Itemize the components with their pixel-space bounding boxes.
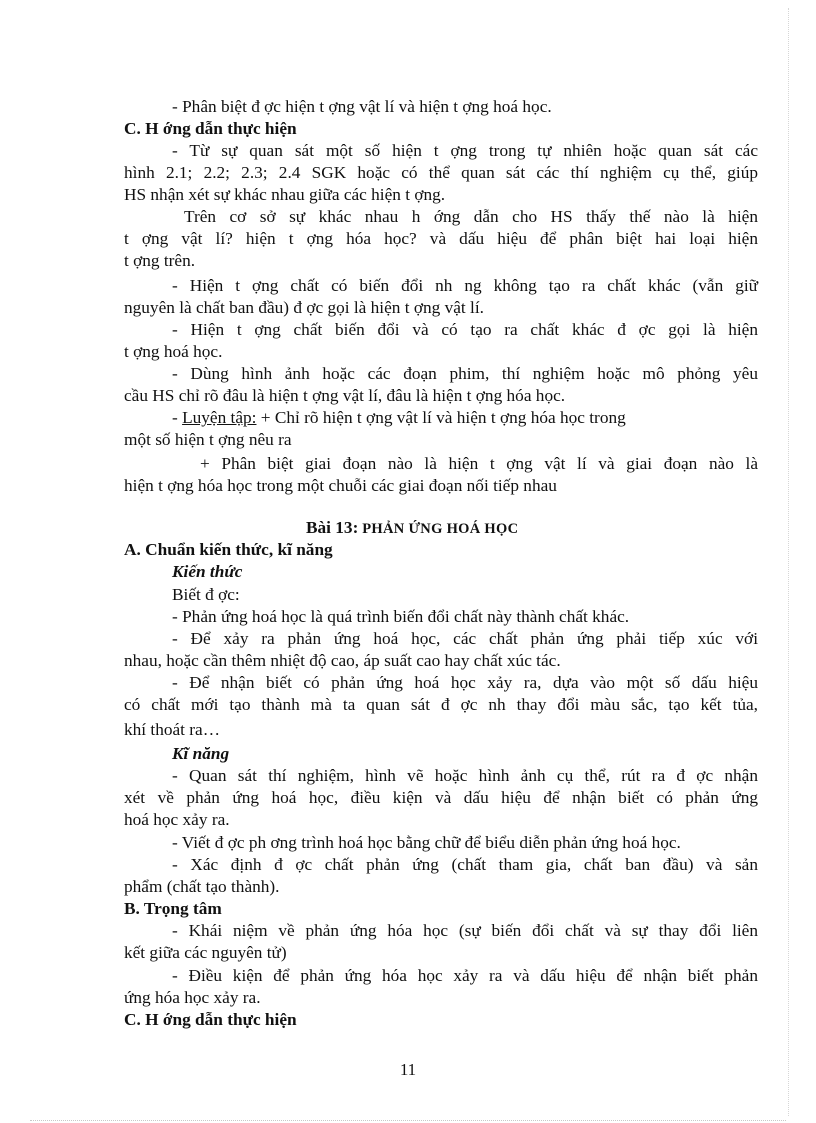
text-line: - Dùng hình ảnh hoặc các đoạn phim, thí nghiệm hoặc mô phỏng yêu bbox=[172, 364, 758, 383]
text-line: - Phản ứng hoá học là quá trình biến đổi chất này thành chất khác. bbox=[172, 607, 630, 626]
text-line: - Để nhận biết có phản ứng hoá học xảy ra, dựa vào một số dấu hiệu bbox=[172, 673, 758, 692]
text-line: + Phân biệt giai đoạn nào là hiện t ợng vật lí và giai đoạn nào là bbox=[200, 454, 758, 473]
text-line: có chất mới tạo thành mà ta quan sát đ ợc nh thay đổi màu sắc, tạo kết tủa, bbox=[124, 695, 758, 714]
lesson-name: PHẢN ỨNG HOÁ HỌC bbox=[358, 521, 519, 537]
subheading-skills: Kĩ năng bbox=[172, 744, 230, 763]
text-line: - Quan sát thí nghiệm, hình vẽ hoặc hình ảnh cụ thể, rút ra đ ợc nhận bbox=[172, 766, 758, 785]
text-line: kết giữa các nguyên tử) bbox=[124, 943, 287, 962]
text-line: hiện t ợng hóa học trong một chuỗi các giai đoạn nối tiếp nhau bbox=[124, 476, 557, 495]
lesson-number: Bài 13: bbox=[306, 518, 359, 537]
text-line: phẩm (chất tạo thành). bbox=[124, 877, 280, 896]
text-line: xét về phản ứng hoá học, điều kiện và dấu hiệu để nhận biết có phản ứng bbox=[124, 788, 758, 807]
text-line: t ợng hoá học. bbox=[124, 342, 223, 361]
page-number: 11 bbox=[399, 1060, 417, 1079]
text-line: Trên cơ sở sự khác nhau h ớng dẫn cho HS thấy thế nào là hiện bbox=[184, 207, 758, 226]
text-line: nguyên là chất ban đầu) đ ợc gọi là hiện t ợng vật lí. bbox=[124, 298, 484, 317]
text-line: ứng hóa học xảy ra. bbox=[124, 988, 261, 1007]
text-line: - Viết đ ợc ph ơng trình hoá học bằng chữ để biểu diễn phản ứng hoá học. bbox=[172, 833, 681, 852]
text-line: t ợng vật lí? hiện t ợng hóa học? và dấu hiệu để phân biệt hai loại hiện bbox=[124, 229, 758, 248]
text-line: - Xác định đ ợc chất phản ứng (chất tham gia, chất ban đầu) và sản bbox=[172, 855, 758, 874]
text-line: - Phân biệt đ ợc hiện t ợng vật lí và hiện t ợng hoá học. bbox=[172, 97, 552, 116]
section-heading: A. Chuẩn kiến thức, kĩ năng bbox=[124, 540, 333, 559]
text-line: - Điều kiện để phản ứng hóa học xảy ra và dấu hiệu để nhận biết phản bbox=[172, 966, 758, 985]
text-line: - Để xảy ra phản ứng hoá học, các chất phản ứng phải tiếp xúc với bbox=[172, 629, 758, 648]
practice-text: + Chỉ rõ hiện t ợng vật lí và hiện t ợng hóa học trong bbox=[256, 408, 626, 427]
page-edge-guide bbox=[788, 8, 789, 1116]
text-line: Biết đ ợc: bbox=[172, 585, 240, 604]
text-line: cầu HS chỉ rõ đâu là hiện t ợng vật lí, đâu là hiện t ợng hóa học. bbox=[124, 386, 566, 405]
section-heading: B. Trọng tâm bbox=[124, 899, 222, 918]
text-line: HS nhận xét sự khác nhau giữa các hiện t ợng. bbox=[124, 185, 446, 204]
text-line: - Hiện t ợng chất biến đổi và có tạo ra chất khác đ ợc gọi là hiện bbox=[172, 320, 758, 339]
lesson-title bbox=[306, 517, 518, 540]
section-heading: C. H ớng dẫn thực hiện bbox=[124, 1010, 297, 1029]
text-line: hình 2.1; 2.2; 2.3; 2.4 SGK hoặc có thể quan sát các thí nghiệm cụ thể, giúp bbox=[124, 163, 758, 182]
text-line: hoá học xảy ra. bbox=[124, 810, 230, 829]
practice-line bbox=[172, 407, 758, 429]
practice-label: Luyện tập: bbox=[182, 408, 257, 427]
text-line: khí thoát ra… bbox=[124, 720, 220, 739]
text-line: - Từ sự quan sát một số hiện t ợng trong tự nhiên hoặc quan sát các bbox=[172, 141, 758, 160]
text-line: - Hiện t ợng chất có biến đổi nh ng không tạo ra chất khác (vẫn giữ bbox=[172, 276, 758, 295]
page-bottom-guide bbox=[30, 1120, 786, 1121]
subheading-knowledge: Kiến thức bbox=[172, 562, 243, 581]
section-heading: C. H ớng dẫn thực hiện bbox=[124, 119, 297, 138]
text-line: - Khái niệm về phản ứng hóa học (sự biến đổi chất và sự thay đổi liên bbox=[172, 921, 758, 940]
practice-dash: - bbox=[172, 408, 183, 427]
text-line: nhau, hoặc cần thêm nhiệt độ cao, áp suất cao hay chất xúc tác. bbox=[124, 651, 561, 670]
text-line: t ợng trên. bbox=[124, 251, 196, 270]
text-line: một số hiện t ợng nêu ra bbox=[124, 430, 292, 449]
